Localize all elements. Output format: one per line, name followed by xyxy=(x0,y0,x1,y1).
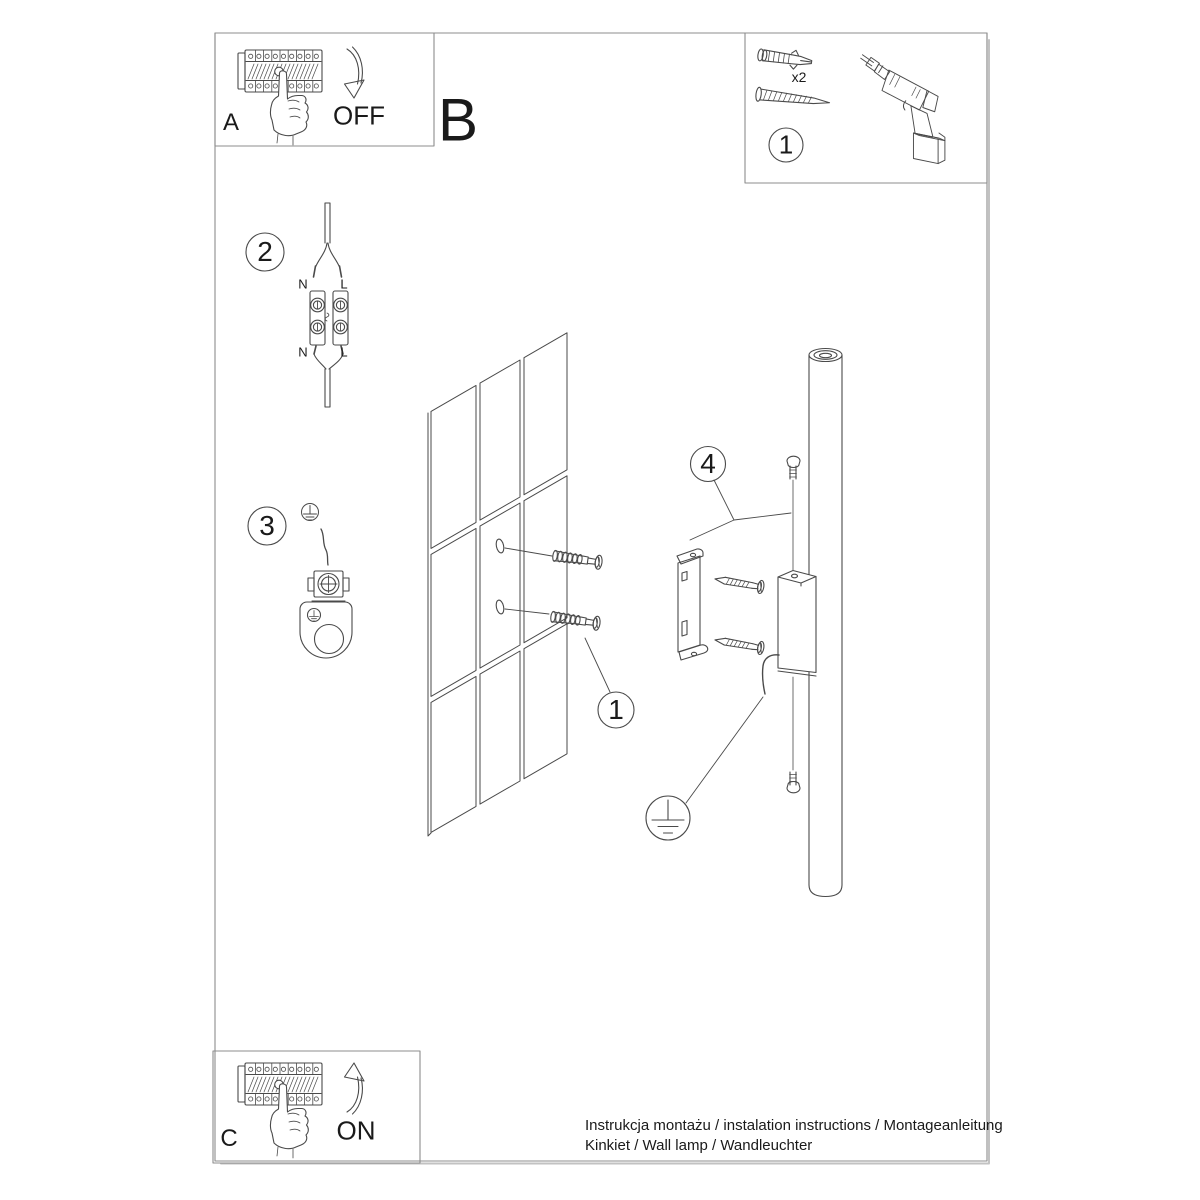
step-a-box xyxy=(215,33,434,146)
footer-product-line: Kinkiet / Wall lamp / Wandleuchter xyxy=(585,1137,813,1154)
wiring-illustration xyxy=(246,203,348,407)
power-cable-icon xyxy=(314,346,343,407)
hand-press-icon xyxy=(270,71,308,145)
bracket-step-number: 4 xyxy=(700,448,716,479)
wall-anchor-icon xyxy=(552,549,603,570)
tile-wall-illustration xyxy=(428,333,567,836)
arrow-up-icon xyxy=(345,1063,365,1114)
switch-off-label: OFF xyxy=(333,100,385,131)
panel-a-label: A xyxy=(222,109,240,136)
ground-step-number: 3 xyxy=(259,510,275,541)
screw-icon xyxy=(714,633,765,655)
tools-step-number: 1 xyxy=(778,129,794,160)
grub-screw-bottom-icon xyxy=(787,677,800,793)
page-frame xyxy=(215,33,989,1164)
ground-symbol-icon xyxy=(646,796,690,840)
panel-b-label: B xyxy=(437,86,479,154)
panel-c-label: C xyxy=(220,1125,238,1152)
ground-wire-icon xyxy=(321,529,328,565)
hand-press-icon xyxy=(270,1084,308,1158)
ground-terminal-icon xyxy=(308,571,349,601)
wall-anchor-icon xyxy=(550,610,601,631)
screw-icon xyxy=(714,572,765,594)
screw-icon xyxy=(755,87,830,110)
power-cable-icon xyxy=(314,203,342,277)
mounting-bracket-icon xyxy=(677,549,708,660)
tools-box xyxy=(745,33,987,183)
switch-on-label: ON xyxy=(336,1115,376,1146)
anchor-step-number: 1 xyxy=(608,694,624,725)
arrow-down-icon xyxy=(345,47,365,98)
wall-anchor-icon xyxy=(757,45,813,71)
wall-cup-icon xyxy=(300,602,352,658)
lamp-rear-cover-icon xyxy=(778,571,816,677)
terminal-l-bottom-label: L xyxy=(340,344,348,360)
circuit-breaker-illustration xyxy=(238,1063,322,1158)
terminal-l-top-label: L xyxy=(340,276,348,292)
footer-instructions-line: Instrukcja montażu / instalation instructions / Montageanleitung xyxy=(585,1117,1003,1134)
terminal-n-bottom-label: N xyxy=(298,344,308,360)
ground-symbol-icon xyxy=(302,504,319,521)
terminal-block-icon xyxy=(310,291,348,345)
anchor-quantity-label: x2 xyxy=(791,69,807,85)
terminal-n-top-label: N xyxy=(298,276,308,292)
step-c-box xyxy=(213,1051,420,1163)
wiring-step-number: 2 xyxy=(257,236,273,267)
lamp-ground-wire xyxy=(646,655,779,840)
circuit-breaker-illustration xyxy=(238,50,322,145)
drill-icon xyxy=(861,55,945,164)
